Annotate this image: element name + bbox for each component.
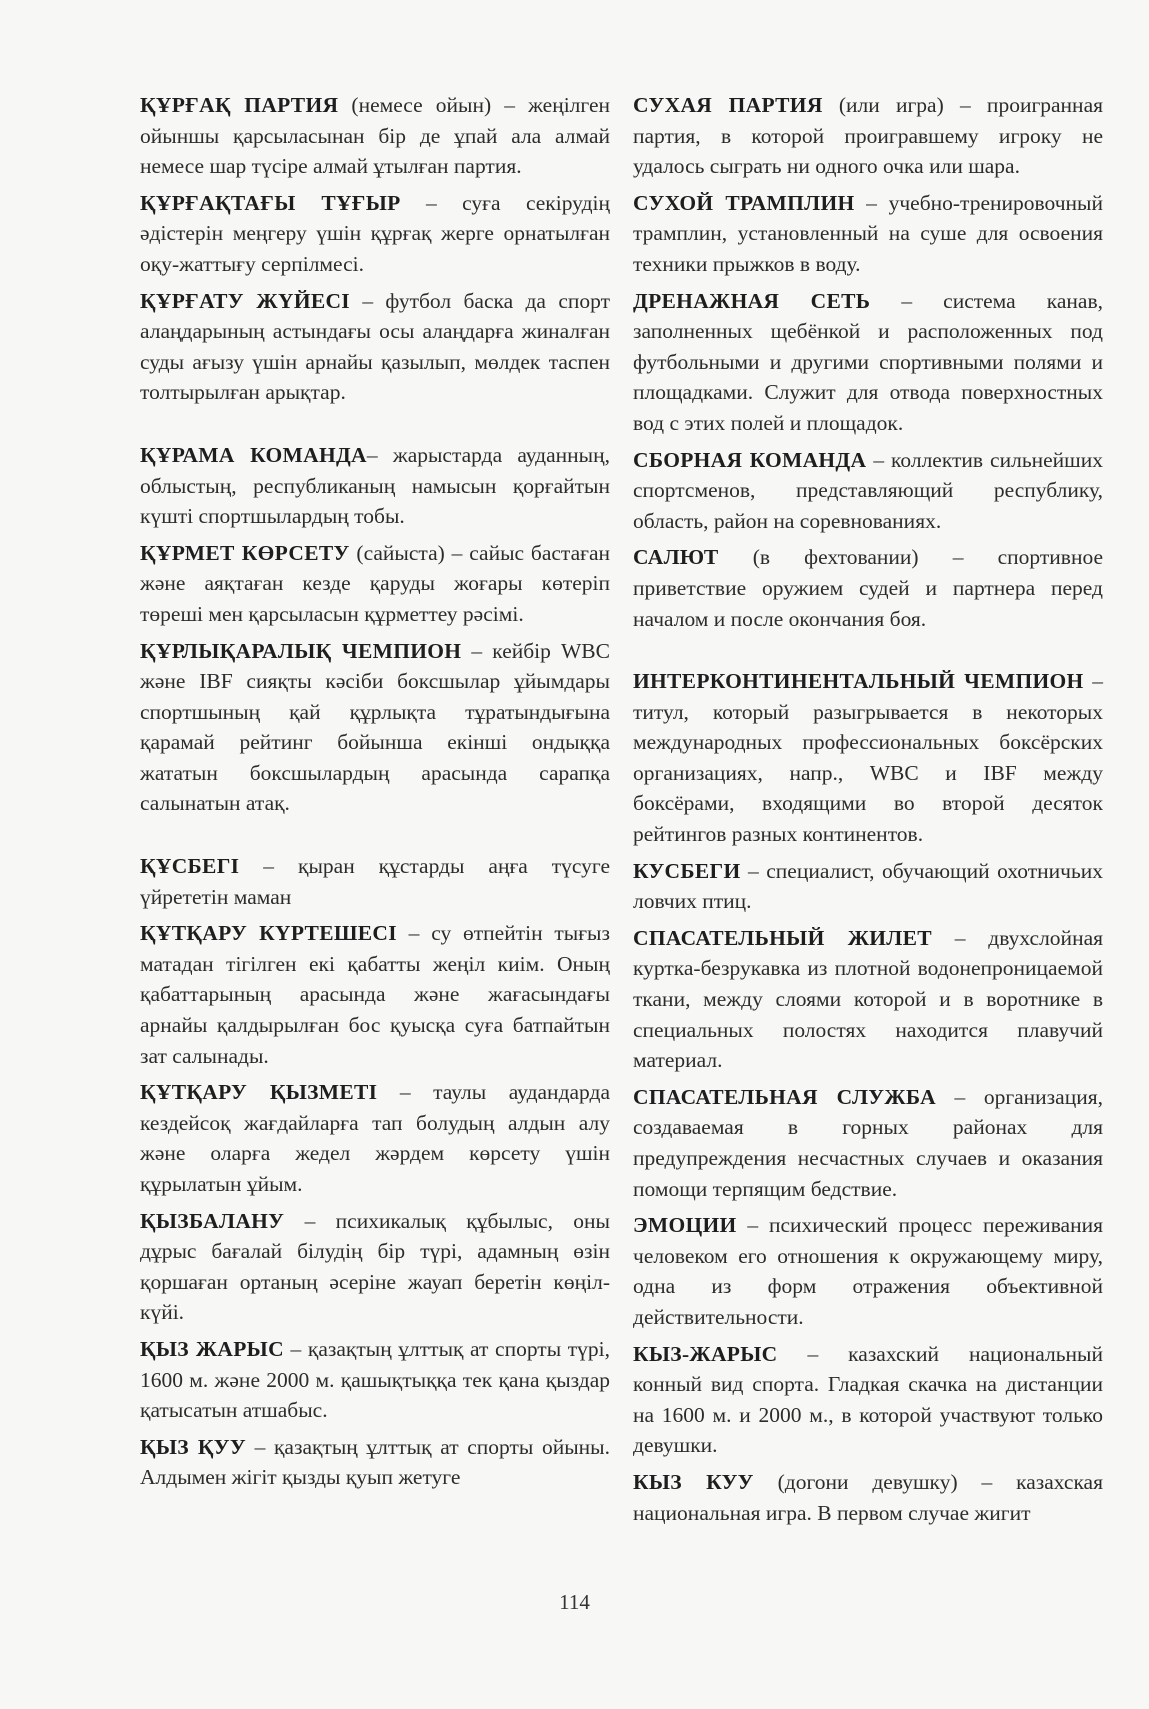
entry-term: ҚЫЗ ҚУУ <box>140 1434 246 1459</box>
entry-term: ИНТЕРКОНТИНЕНТАЛЬНЫЙ ЧЕМПИОН <box>633 669 1084 694</box>
entry-term: СПАСАТЕЛЬНАЯ СЛУЖБА <box>633 1084 936 1109</box>
entry-drenazhnaya-set <box>633 286 1103 439</box>
entry-sukhaya-partiya <box>633 90 1103 182</box>
entry-definition: – таулы аудандарда кездейсоқ жағдайларға тап болудың алдын алу және оларға жедел жәрдем көрсету үшін құрылатын ұйым. <box>140 1080 610 1196</box>
entry-interkontinentalnyi-chempion <box>633 666 1103 850</box>
entry-kurgaktagy-tugyr <box>140 188 610 280</box>
entry-term: ЭМОЦИИ <box>633 1213 737 1238</box>
entry-kyz-kuu <box>140 1432 610 1493</box>
entry-definition: (в фехтовании) – спортивное приветствие оружием судей и партнера перед началом и после окончания боя. <box>633 545 1103 631</box>
entry-term: ҚҰРМЕТ КӨРСЕТУ <box>140 540 350 565</box>
entry-definition: – титул, который разыгрывается в некоторых международных профессиональных боксёрских организациях, напр., WBC и IBF между боксёрами, входящими во второй десяток рейтингов разных континентов. <box>633 669 1103 847</box>
entry-kyz-zharys <box>140 1334 610 1426</box>
entry-definition: – қазақтың ұлттық ат спорты түрі, 1600 м. және 2000 м. қашықтыққа тек қана қыздар қатысатын атшабыс. <box>140 1336 610 1423</box>
entry-definition: – жарыстарда ауданның, облыстың, республиканың намысын қорғайтын күшті спортшылардың тобы. <box>140 442 610 529</box>
page-number: 114 <box>559 1590 590 1614</box>
entry-kusbegi-ru <box>633 856 1103 917</box>
entry-term: СУХАЯ ПАРТИЯ <box>633 93 823 117</box>
entry-definition: – двухслойная куртка-безрукавка из плотной водонепроницаемой ткани, между слоями которой и в воротнике в специальных полостях находится плавучий материал. <box>633 925 1104 1073</box>
entry-definition: – коллектив сильнейших спортсменов, представляющий республику, область, район на соревнованиях. <box>633 447 1103 533</box>
entry-definition: – футбол баска да спорт алаңдарының астындағы осы алаңдарға жиналған суды ағызу үшін арнайы қазылып, мөлдек таспен толтырылған арықтар. <box>140 288 610 405</box>
entry-spasatelnaya-sluzhba <box>633 1082 1103 1204</box>
entry-term: СУХОЙ ТРАМПЛИН <box>633 190 855 215</box>
entry-kusbegi <box>140 851 610 912</box>
entry-term: КУСБЕГИ <box>633 858 741 883</box>
entry-term: СБОРНАЯ КОМАНДА <box>633 447 867 472</box>
entry-term: ҚҰРҒАҚТАҒЫ ТҰҒЫР <box>140 190 401 215</box>
entry-definition: – кейбір WBC және IBF сияқты кәсіби боксшылар ұйымдары спортшының қай құрлықта тұратындығына қарамай рейтинг бойынша екінші ондыққа жататын боксшылардың арасында сарапқа салынатын атақ. <box>140 638 610 816</box>
entry-definition: (догони девушку) – казахская национальная игра. В первом случае жигит <box>633 1469 1103 1525</box>
entry-kurgak-partiya <box>140 90 610 182</box>
entry-term: ҚҰРЛЫҚАРАЛЫҚ ЧЕМПИОН <box>140 638 462 663</box>
entry-sukhoi-tramplin <box>633 188 1103 280</box>
entry-kurgatu-zhuiesi <box>140 286 610 408</box>
entry-definition: (или игра) – проигранная партия, в которой проигравшему игроку не удалось сыграть ни одного очка или шара. <box>633 93 1103 179</box>
entry-term: ҚЫЗ ЖАРЫС <box>140 1336 284 1361</box>
entry-sbornaya-komanda <box>633 445 1103 537</box>
entry-definition: – қыран құстарды аңға түсуге үйрететін маман <box>140 854 610 909</box>
entry-term: ҚҰРҒАТУ ЖҮЙЕСІ <box>140 288 350 313</box>
entry-term: ҚҰРАМА КОМАНДА <box>140 442 367 467</box>
kazakh-column <box>140 90 610 1499</box>
entry-kurmet-korsetu <box>140 538 610 630</box>
entry-term: ДРЕНАЖНАЯ СЕТЬ <box>633 288 871 313</box>
entry-spasatelnyi-zhilet <box>633 923 1103 1076</box>
entry-definition: (сайыста) – сайыс бастаған және аяқтаған кезде қаруды жоғары көтеріп төреші мен қарсыласын құрметтеу рәсімі. <box>140 540 610 626</box>
entry-definition: – система канав, заполненных щебёнкой и расположенных под футбольными и другими спортивными полями и площадками. Служит для отвода поверхностных вод с этих полей и площадок. <box>633 288 1103 435</box>
entry-definition: – су өтпейтін тығыз матадан тігілген екі қабатты жеңіл киім. Оның қабаттарының арасында және жағасындағы арнайы қалдырылған бос қуысқа суға батпайтын зат салынады. <box>140 921 610 1068</box>
russian-column <box>633 90 1103 1534</box>
entry-term: КЫЗ-ЖАРЫС <box>633 1341 778 1366</box>
entry-term: ҚҰСБЕГІ <box>140 854 240 879</box>
entry-kutkaru-kurteshesi <box>140 918 610 1071</box>
entry-term: САЛЮТ <box>633 545 719 570</box>
entry-emotsii <box>633 1210 1103 1332</box>
entry-definition: – организация, создаваемая в горных районах для предупреждения несчастных случаев и оказания помощи терпящим бедствие. <box>633 1084 1103 1201</box>
entry-definition: – суға секірудің әдістерін меңгеру үшін құрғақ жерге орнатылған оқу-жаттығу серпілмесі. <box>140 190 610 276</box>
entry-kyz-zharys-ru <box>633 1339 1103 1461</box>
entry-term: ҚҰТҚАРУ ҚЫЗМЕТІ <box>140 1080 378 1105</box>
entry-definition: – психикалық құбылыс, оны дұрыс бағалай білудің бір түрі, адамның өзін қоршаған ортаның әсеріне жауап беретін көңіл-күйі. <box>140 1208 610 1325</box>
entry-definition: – казахский национальный конный вид спорта. Гладкая скачка на дистанции на 1600 м. и 2000 м., в которой участвуют только девушки. <box>633 1341 1103 1458</box>
entry-kurlykaralyk-chempion <box>140 636 610 820</box>
entry-definition: – қазақтың ұлттық ат спорты ойыны. Алдымен жігіт қызды қуып жетуге <box>140 1434 610 1490</box>
entry-kyzbalanu <box>140 1206 610 1328</box>
entry-kurama-komanda <box>140 440 610 532</box>
entry-kutkaru-kyzmeti <box>140 1077 610 1199</box>
entry-term: ҚЫЗБАЛАНУ <box>140 1208 285 1233</box>
entry-term: ҚҰРҒАҚ ПАРТИЯ <box>140 93 339 117</box>
entry-term: ҚҰТҚАРУ КҮРТЕШЕСІ <box>140 921 397 946</box>
entry-kyz-kuu-ru <box>633 1467 1103 1528</box>
entry-definition: (немесе ойын) – жеңілген ойыншы қарсыласынан бір де ұпай ала алмай немесе шар түсіре алмай ұтылған партия. <box>140 93 610 179</box>
entry-term: СПАСАТЕЛЬНЫЙ ЖИЛЕТ <box>633 925 932 950</box>
entry-salyut <box>633 542 1103 634</box>
entry-definition: – учебно-тренировочный трамплин, установленный на суше для освоения техники прыжков в воду. <box>633 190 1103 276</box>
entry-definition: – специалист, обучающий охотничьих ловчих птиц. <box>633 858 1103 914</box>
entry-definition: – психический процесс переживания человеком его отношения к окружающему миру, одна из форм отражения объективной действительности. <box>633 1213 1103 1329</box>
entry-term: КЫЗ КУУ <box>633 1469 754 1494</box>
